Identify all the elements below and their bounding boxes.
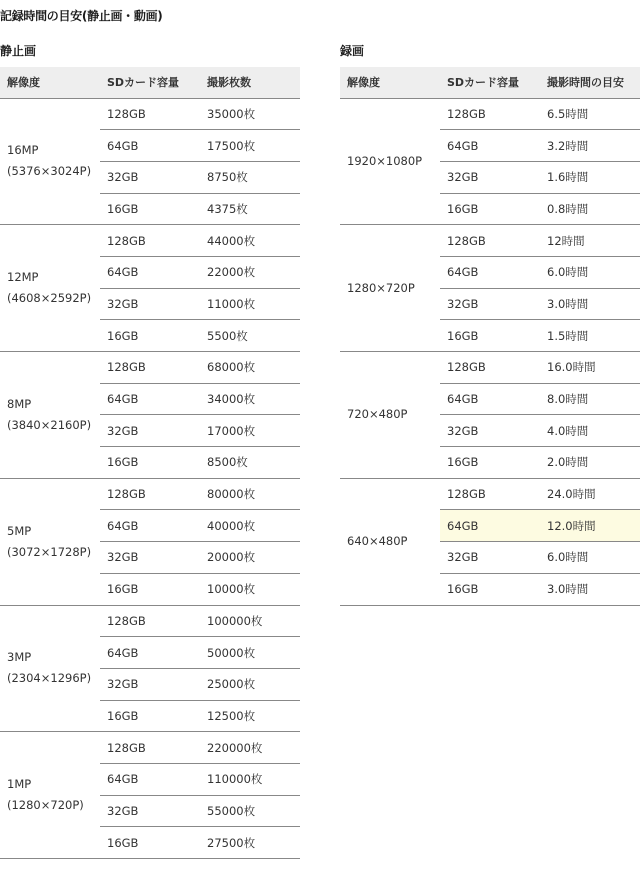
resolution-label: 3MP [7,650,32,665]
resolution-dimensions: (2304×1296P) [7,671,92,686]
resolution-cell [0,98,100,225]
recording-time-cell: 6.0時間 [540,542,640,574]
sd-capacity-cell: 16GB [100,193,200,225]
sd-capacity-cell: 32GB [100,668,200,700]
table-row [0,352,300,384]
table-header-row [0,67,300,98]
shot-count-cell: 8750枚 [200,161,300,193]
sd-capacity-cell: 128GB [100,478,200,510]
resolution-label: 720×480P [347,407,408,422]
sd-capacity-cell: 64GB [440,383,540,415]
sd-capacity-cell: 128GB [100,732,200,764]
photo-table-body [0,98,300,859]
sd-capacity-cell: 128GB [440,225,540,257]
sd-capacity-cell: 32GB [100,288,200,320]
shot-count-cell: 22000枚 [200,256,300,288]
recording-time-cell: 16.0時間 [540,352,640,384]
sd-capacity-header: SDカード容量 [100,67,200,98]
shot-count-cell: 12500枚 [200,700,300,732]
table-row [0,98,300,130]
shot-count-cell: 27500枚 [200,827,300,859]
recording-time-cell: 3.0時間 [540,573,640,605]
sd-capacity-cell: 16GB [100,320,200,352]
shot-count-cell: 80000枚 [200,478,300,510]
shot-count-cell: 50000枚 [200,637,300,669]
sd-capacity-cell: 128GB [440,98,540,130]
sd-capacity-cell: 64GB [440,510,540,542]
resolution-dimensions: (1280×720P) [7,798,84,813]
sd-capacity-cell: 32GB [100,161,200,193]
table-row [0,605,300,637]
recording-time-cell: 6.5時間 [540,98,640,130]
sd-capacity-cell: 64GB [100,510,200,542]
sd-capacity-cell: 16GB [440,573,540,605]
resolution-label: 1920×1080P [347,153,423,168]
resolution-dimensions: (4608×2592P) [7,291,92,306]
shot-count-cell: 5500枚 [200,320,300,352]
recording-time-cell: 2.0時間 [540,447,640,479]
recording-time-cell: 12.0時間 [540,510,640,542]
sd-capacity-cell: 16GB [100,700,200,732]
table-row [340,98,640,130]
sd-capacity-cell: 64GB [440,130,540,162]
sd-capacity-cell: 64GB [100,256,200,288]
sd-capacity-cell: 128GB [100,225,200,257]
shot-count-cell: 44000枚 [200,225,300,257]
recording-time-cell: 0.8時間 [540,193,640,225]
sd-capacity-cell: 128GB [440,352,540,384]
recording-time-cell: 24.0時間 [540,478,640,510]
recording-time-cell: 3.0時間 [540,288,640,320]
resolution-cell [340,352,440,479]
sd-capacity-cell: 32GB [100,542,200,574]
resolution-cell [0,605,100,732]
table-row [340,478,640,510]
sd-capacity-cell: 64GB [100,637,200,669]
resolution-label: 12MP [7,270,39,285]
shot-count-cell: 8500枚 [200,447,300,479]
sd-capacity-cell: 32GB [440,161,540,193]
recording-time-cell: 1.5時間 [540,320,640,352]
shot-count-cell: 10000枚 [200,573,300,605]
page-title: 記録時間の目安(静止画・動画) [0,9,163,23]
shot-count-header: 撮影枚数 [200,67,300,98]
sd-capacity-cell: 16GB [440,320,540,352]
sd-capacity-cell: 64GB [440,256,540,288]
resolution-label: 16MP [7,143,39,158]
resolution-dimensions: (5376×3024P) [7,164,92,179]
resolution-label: 5MP [7,523,32,538]
resolution-label: 1280×720P [347,280,415,295]
sd-capacity-cell: 32GB [440,542,540,574]
sd-capacity-cell: 64GB [100,383,200,415]
shot-count-cell: 68000枚 [200,352,300,384]
sd-capacity-cell: 32GB [100,795,200,827]
sd-capacity-cell: 16GB [100,447,200,479]
table-header-row [340,67,640,98]
shot-count-cell: 40000枚 [200,510,300,542]
resolution-label: 8MP [7,396,32,411]
recording-time-cell: 6.0時間 [540,256,640,288]
recording-time-cell: 8.0時間 [540,383,640,415]
shot-count-cell: 220000枚 [200,732,300,764]
photo-capacity-table [0,67,300,859]
sd-capacity-cell: 16GB [440,447,540,479]
recording-time-cell: 4.0時間 [540,415,640,447]
resolution-header: 解像度 [0,67,100,98]
shot-count-cell: 110000枚 [200,763,300,795]
resolution-cell [340,478,440,605]
resolution-label: 1MP [7,777,32,792]
photo-section-title: 静止画 [0,44,37,58]
shot-count-cell: 11000枚 [200,288,300,320]
resolution-cell [0,225,100,352]
table-row [340,352,640,384]
resolution-cell [0,352,100,479]
table-row [0,478,300,510]
sd-capacity-cell: 128GB [440,478,540,510]
recording-time-cell: 3.2時間 [540,130,640,162]
resolution-cell [340,225,440,352]
resolution-dimensions: (3072×1728P) [7,544,92,559]
shot-count-cell: 35000枚 [200,98,300,130]
sd-capacity-cell: 16GB [100,573,200,605]
sd-capacity-header: SDカード容量 [440,67,540,98]
shot-count-cell: 25000枚 [200,668,300,700]
table-row [0,732,300,764]
resolution-cell [340,98,440,225]
video-table-body [340,98,640,605]
resolution-header: 解像度 [340,67,440,98]
resolution-cell [0,478,100,605]
sd-capacity-cell: 16GB [440,193,540,225]
video-section-title: 録画 [340,44,365,58]
recording-time-cell: 1.6時間 [540,161,640,193]
recording-time-cell: 12時間 [540,225,640,257]
sd-capacity-cell: 32GB [440,415,540,447]
sd-capacity-cell: 32GB [100,415,200,447]
sd-capacity-cell: 64GB [100,763,200,795]
shot-count-cell: 55000枚 [200,795,300,827]
video-capacity-table [340,67,640,606]
resolution-cell [0,732,100,859]
resolution-label: 640×480P [347,534,408,549]
resolution-dimensions: (3840×2160P) [7,417,92,432]
sd-capacity-cell: 128GB [100,98,200,130]
recording-time-header: 撮影時間の目安 [540,67,640,98]
sd-capacity-cell: 16GB [100,827,200,859]
sd-capacity-cell: 64GB [100,130,200,162]
table-row [0,225,300,257]
shot-count-cell: 100000枚 [200,605,300,637]
shot-count-cell: 4375枚 [200,193,300,225]
shot-count-cell: 17000枚 [200,415,300,447]
shot-count-cell: 17500枚 [200,130,300,162]
sd-capacity-cell: 128GB [100,352,200,384]
table-row [340,225,640,257]
sd-capacity-cell: 32GB [440,288,540,320]
sd-capacity-cell: 128GB [100,605,200,637]
shot-count-cell: 34000枚 [200,383,300,415]
shot-count-cell: 20000枚 [200,542,300,574]
